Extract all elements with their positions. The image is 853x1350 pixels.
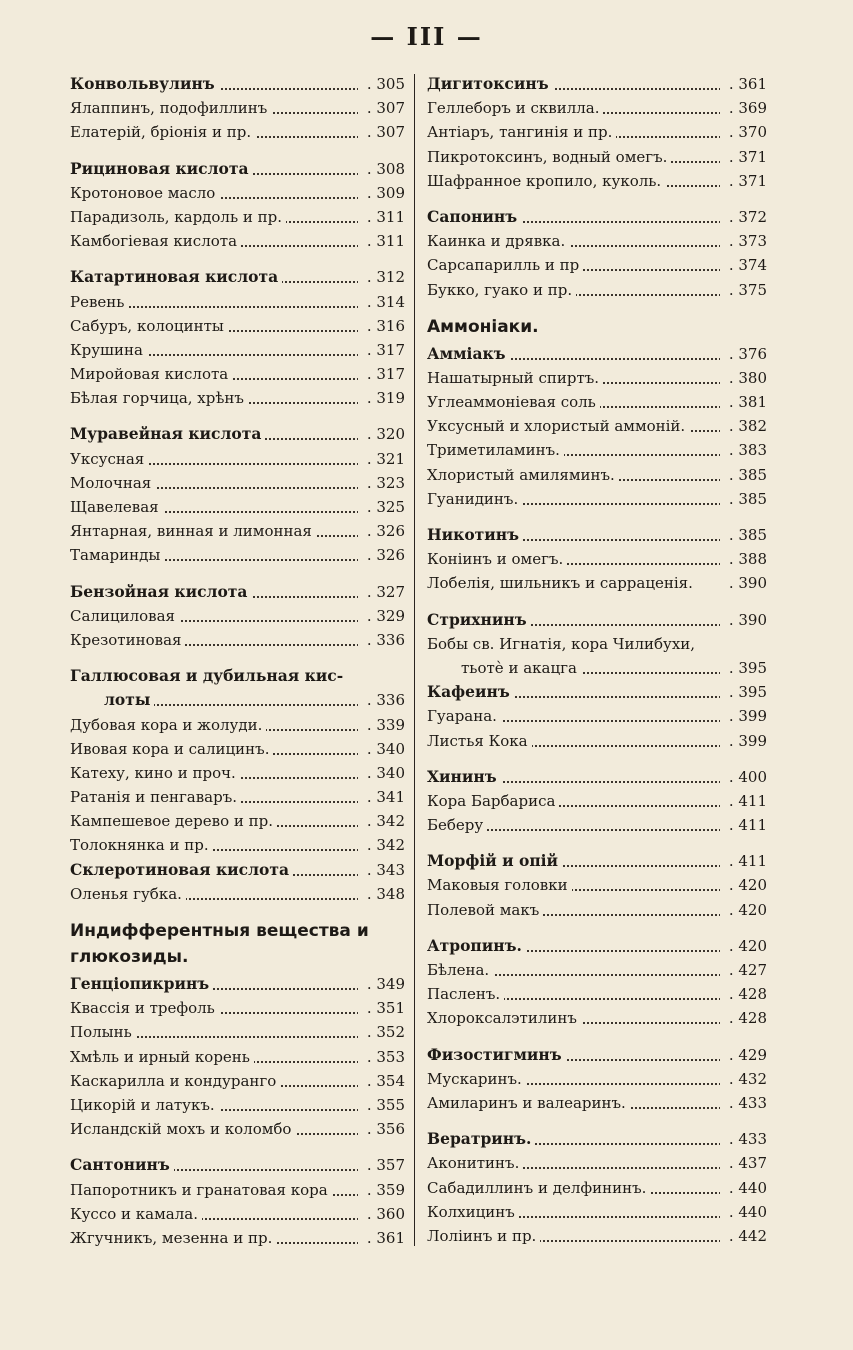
toc-entry-page: . 352 (358, 1020, 405, 1044)
toc-entry (70, 1045, 405, 1069)
toc-entry-title: лоты (70, 690, 154, 709)
toc-entry-page: . 427 (720, 958, 767, 982)
toc-entry-title: Листья Кока (427, 732, 532, 750)
toc-entry-page: . 399 (720, 704, 767, 728)
toc-entry-page: . 395 (720, 680, 767, 704)
toc-entry (427, 229, 767, 253)
toc-entry-page: . 433 (720, 1127, 767, 1151)
toc-entry (427, 253, 767, 277)
toc-entry (427, 632, 767, 656)
toc-entry-page: . 429 (720, 1043, 767, 1067)
toc-entry-page: . 440 (720, 1176, 767, 1200)
toc-entry-page: . 395 (720, 656, 767, 680)
toc-entry-title: Физостигминъ (427, 1045, 566, 1064)
toc-entry-page: . 343 (358, 858, 405, 882)
toc-entry-page: . 388 (720, 547, 767, 571)
toc-entry-page: . 342 (358, 833, 405, 857)
toc-entry-title: Триметиламинъ. (427, 441, 564, 459)
toc-entry-page: . 327 (358, 580, 405, 604)
toc-entry-title: Ратанія и пенгаваръ. (70, 788, 241, 806)
toc-entry (70, 386, 405, 410)
toc-entry-title: Геллеборъ и сквилла. (427, 99, 603, 117)
toc-entry-title: Атропинъ. (427, 936, 526, 955)
toc-entry-title: Букко, гуако и пр. (427, 281, 576, 299)
toc-entry-title: Амміакъ (427, 344, 510, 363)
toc-entry-page: . 326 (358, 543, 405, 567)
toc-entry (427, 1127, 767, 1151)
toc-entry (427, 169, 767, 193)
toc-entry-page: . 323 (358, 471, 405, 495)
toc-entry-page: . 336 (358, 628, 405, 652)
toc-entry-page: . 359 (358, 1178, 405, 1202)
toc-section (427, 765, 767, 838)
toc-entry-page: . 308 (358, 157, 405, 181)
toc-entry (427, 366, 767, 390)
toc-entry (70, 314, 405, 338)
toc-entry (427, 765, 767, 789)
toc-entry (427, 849, 767, 873)
toc-entry (70, 664, 405, 688)
toc-entry-title: Парадизоль, кардоль и пр. (70, 208, 286, 226)
toc-entry (427, 96, 767, 120)
toc-entry (427, 438, 767, 462)
section-heading: Аммоніаки. (427, 316, 539, 337)
toc-section (427, 934, 767, 1031)
toc-entry (70, 833, 405, 857)
toc-section (427, 205, 767, 302)
toc-entry-title: Сабадиллинъ и делфининъ. (427, 1179, 650, 1197)
toc-section (70, 664, 405, 906)
toc-entry-title: Колхицинъ (427, 1203, 519, 1221)
column-divider (414, 74, 415, 1246)
toc-entry-title: Бѣлена. (427, 961, 493, 979)
toc-entry-page: . 307 (358, 120, 405, 144)
toc-entry (427, 205, 767, 229)
toc-entry-page: . 383 (720, 438, 767, 462)
toc-entry-title: Елатерій, бріонія и пр. (70, 123, 255, 141)
toc-section (70, 72, 405, 145)
toc-entry-page: . 381 (720, 390, 767, 414)
toc-entry (70, 1178, 405, 1202)
toc-entry-page: . 437 (720, 1151, 767, 1175)
toc-entry-page: . 390 (720, 608, 767, 632)
toc-section (427, 1043, 767, 1116)
toc-entry (427, 278, 767, 302)
toc-entry-page: . 349 (358, 972, 405, 996)
toc-entry-title: Сапонинъ (427, 207, 521, 226)
toc-entry-title: Ревень (70, 293, 128, 311)
toc-entry (70, 1093, 405, 1117)
toc-section (427, 72, 767, 193)
toc-entry-page: . 361 (720, 72, 767, 96)
toc-entry (427, 982, 767, 1006)
toc-entry-page: . 340 (358, 761, 405, 785)
toc-section (427, 523, 767, 596)
toc-entry-page: . 354 (358, 1069, 405, 1093)
toc-entry (70, 362, 405, 386)
toc-entry-page: . 411 (720, 849, 767, 873)
toc-entry-title: Уксусная (70, 450, 148, 468)
toc-section (427, 849, 767, 922)
toc-entry (427, 1224, 767, 1248)
toc-entry-title: Камбогіевая кислота (70, 232, 241, 250)
toc-entry-title: Никотинъ (427, 525, 523, 544)
toc-entry (427, 1200, 767, 1224)
toc-entry-title: Хлороксалэтилинъ (427, 1009, 581, 1027)
toc-entry-page: . 390 (720, 571, 767, 595)
toc-entry-page: . 375 (720, 278, 767, 302)
toc-section (427, 314, 767, 511)
toc-entry (70, 688, 405, 712)
toc-entry-page: . 373 (720, 229, 767, 253)
toc-entry (427, 1067, 767, 1091)
toc-entry-page: . 428 (720, 982, 767, 1006)
toc-entry-page: . 305 (358, 72, 405, 96)
toc-entry (70, 157, 405, 181)
toc-entry-page: . 307 (358, 96, 405, 120)
toc-entry (427, 547, 767, 571)
toc-section (70, 1153, 405, 1250)
toc-entry-title: Янтарная, винная и лимонная (70, 522, 316, 540)
toc-entry-title: Хлористый амиляминъ. (427, 466, 619, 484)
toc-entry-title: Тамаринды (70, 546, 164, 564)
toc-entry (427, 704, 767, 728)
toc-entry-title: Каинка и дрявка. (427, 232, 569, 250)
toc-entry (70, 265, 405, 289)
toc-entry-title: Оленья губка. (70, 885, 186, 903)
toc-entry (70, 809, 405, 833)
toc-entry (70, 120, 405, 144)
toc-entry-title: Миройовая кислота (70, 365, 232, 383)
toc-entry-page: . 316 (358, 314, 405, 338)
toc-entry-title: Полынь (70, 1023, 136, 1041)
toc-entry-title: Хининъ (427, 767, 501, 786)
toc-section (427, 608, 767, 753)
toc-entry-page: . 433 (720, 1091, 767, 1115)
toc-entry (427, 72, 767, 96)
toc-entry-page: . 442 (720, 1224, 767, 1248)
toc-entry-page: . 411 (720, 813, 767, 837)
toc-entry-page: . 370 (720, 120, 767, 144)
toc-entry (427, 145, 767, 169)
toc-entry (70, 996, 405, 1020)
toc-entry (70, 471, 405, 495)
toc-entry-title: тьотѐ и акацга (427, 659, 581, 677)
toc-entry-page: . 420 (720, 898, 767, 922)
toc-entry (427, 1151, 767, 1175)
toc-entry (70, 858, 405, 882)
toc-entry (427, 873, 767, 897)
toc-left-column (70, 72, 405, 1262)
toc-entry-page: . 361 (358, 1226, 405, 1250)
toc-entry (70, 761, 405, 785)
toc-entry-page: . 360 (358, 1202, 405, 1226)
toc-entry-title: Гуарана. (427, 707, 501, 725)
toc-entry-page: . 340 (358, 737, 405, 761)
toc-entry-title: Шафранное кропило, куколь. (427, 172, 665, 190)
toc-entry-title: Сарсапарилль и пр (427, 256, 583, 274)
toc-entry (70, 628, 405, 652)
toc-entry (427, 487, 767, 511)
toc-entry-page: . 321 (358, 447, 405, 471)
toc-entry-title: Аконитинъ. (427, 1154, 523, 1172)
toc-entry-page: . 342 (358, 809, 405, 833)
toc-entry-page: . 339 (358, 713, 405, 737)
toc-entry (427, 934, 767, 958)
toc-entry (70, 713, 405, 737)
toc-entry-page: . 369 (720, 96, 767, 120)
toc-entry (427, 656, 767, 680)
toc-entry-title: Беберу (427, 816, 487, 834)
toc-entry-page: . 353 (358, 1045, 405, 1069)
toc-entry (70, 1202, 405, 1226)
toc-section (70, 422, 405, 567)
toc-entry (70, 229, 405, 253)
toc-entry (70, 447, 405, 471)
toc-entry-page: . 314 (358, 290, 405, 314)
toc-entry-title: Амиларинъ и валеаринъ. (427, 1094, 630, 1112)
toc-entry-title: Гуанидинъ. (427, 490, 522, 508)
toc-entry (70, 96, 405, 120)
toc-entry-title: Антіаръ, тангинія и пр. (427, 123, 616, 141)
toc-entry-title: Дубовая кора и жолуди. (70, 716, 266, 734)
toc-entry-page: . 320 (358, 422, 405, 446)
toc-section (70, 580, 405, 653)
toc-entry-page: . 309 (358, 181, 405, 205)
toc-entry (427, 571, 767, 595)
toc-entry (427, 789, 767, 813)
toc-entry-title: Галлюсовая и дубильная кис- (70, 666, 347, 685)
toc-entry-title: Уксусный и хлористый аммоній. (427, 417, 689, 435)
toc-entry (427, 463, 767, 487)
toc-entry-page: . 374 (720, 253, 767, 277)
toc-entry-title: Нашатырный спиртъ. (427, 369, 603, 387)
toc-entry-page: . 371 (720, 169, 767, 193)
toc-entry (70, 1117, 405, 1141)
toc-entry (70, 604, 405, 628)
toc-entry-page: . 319 (358, 386, 405, 410)
toc-entry (427, 898, 767, 922)
toc-entry-title: Сабуръ, колоцинты (70, 317, 228, 335)
toc-entry-title: Полевой макъ (427, 901, 543, 919)
toc-entry-title: Углеаммоніевая соль (427, 393, 600, 411)
toc-entry-title: Бѣлая горчица, хрѣнъ (70, 389, 248, 407)
toc-entry-title: Жгучникъ, мезенна и пр. (70, 1229, 276, 1247)
toc-entry-title: Крушина (70, 341, 147, 359)
toc-entry-page: . 440 (720, 1200, 767, 1224)
toc-entry-page: . 385 (720, 463, 767, 487)
toc-entry-page: . 312 (358, 265, 405, 289)
toc-entry-title: Кампешевое дерево и пр. (70, 812, 277, 830)
toc-section (70, 265, 405, 410)
toc-entry-title: Крезотиновая (70, 631, 185, 649)
toc-entry (427, 680, 767, 704)
toc-entry-title: Пикротоксинъ, водный омегъ. (427, 148, 671, 166)
toc-entry (427, 1091, 767, 1115)
toc-entry-page: . 336 (358, 688, 405, 712)
toc-entry-title: Лоліинъ и пр. (427, 1227, 540, 1245)
toc-entry (70, 205, 405, 229)
toc-entry (70, 737, 405, 761)
toc-entry-page: . 385 (720, 523, 767, 547)
toc-entry-page: . 311 (358, 229, 405, 253)
toc-entry (427, 1176, 767, 1200)
toc-entry (427, 390, 767, 414)
toc-entry-title: Дигитоксинъ (427, 74, 553, 93)
toc-entry-page: . 420 (720, 934, 767, 958)
toc-entry-title: Маковыя головки (427, 876, 572, 894)
toc-entry-title: Муравейная кислота (70, 424, 265, 443)
toc-entry-title: Вератринъ. (427, 1129, 535, 1148)
toc-entry-title: Исландскій мохъ и коломбо (70, 1120, 295, 1138)
toc-section (70, 157, 405, 254)
toc-entry-title: Сантонинъ (70, 1155, 174, 1174)
toc-entry (70, 1226, 405, 1250)
toc-entry (427, 813, 767, 837)
toc-entry-page: . 382 (720, 414, 767, 438)
toc-entry-title: Кора Барбариса (427, 792, 559, 810)
toc-entry-title: Папоротникъ и гранатовая кора (70, 1181, 332, 1199)
toc-entry-page: . 399 (720, 729, 767, 753)
section-heading: Индифферентныя вещества и глюкозиды. (70, 921, 369, 967)
toc-entry (70, 785, 405, 809)
toc-entry-title: Бобы св. Игнатія, кора Чилибухи, (427, 635, 699, 653)
toc-entry (70, 543, 405, 567)
toc-entry-page: . 400 (720, 765, 767, 789)
toc-entry (70, 972, 405, 996)
toc-entry-page: . 428 (720, 1006, 767, 1030)
toc-section (427, 1127, 767, 1248)
toc-entry-page: . 348 (358, 882, 405, 906)
toc-entry-page: . 371 (720, 145, 767, 169)
toc-entry (427, 958, 767, 982)
toc-entry-title: Толокнянка и пр. (70, 836, 213, 854)
toc-entry-title: Ялаппинъ, подофиллинъ (70, 99, 271, 117)
toc-entry-page: . 380 (720, 366, 767, 390)
toc-entry-page: . 411 (720, 789, 767, 813)
toc-entry-title: Морфій и опій (427, 851, 562, 870)
toc-entry (427, 1043, 767, 1067)
toc-entry-title: Кафеинъ (427, 682, 514, 701)
toc-entry-page: . 341 (358, 785, 405, 809)
toc-entry (427, 1006, 767, 1030)
toc-entry-page: . 385 (720, 487, 767, 511)
toc-entry-title: Кротоновое масло (70, 184, 219, 202)
toc-entry-title: Конвольвулинъ (70, 74, 219, 93)
toc-entry (70, 1069, 405, 1093)
toc-entry-page: . 420 (720, 873, 767, 897)
toc-entry-title: Ивовая кора и салицинъ. (70, 740, 273, 758)
toc-entry (70, 519, 405, 543)
toc-entry (70, 1020, 405, 1044)
toc-entry-page: . 372 (720, 205, 767, 229)
toc-entry-title: Катартиновая кислота (70, 267, 282, 286)
toc-entry (427, 414, 767, 438)
toc-entry (70, 338, 405, 362)
toc-entry-page: . 356 (358, 1117, 405, 1141)
toc-entry (70, 181, 405, 205)
toc-entry-title: Молочная (70, 474, 155, 492)
toc-entry-title: Пасленъ. (427, 985, 504, 1003)
toc-entry-title: Хмѣль и ирный корень (70, 1048, 254, 1066)
toc-entry (70, 1153, 405, 1177)
page-number: — III — (370, 22, 483, 51)
toc-entry-title: Куссо и камала. (70, 1205, 202, 1223)
toc-entry-page: . 325 (358, 495, 405, 519)
toc-entry-title: Катеху, кино и проч. (70, 764, 240, 782)
toc-entry-title: Лобелія, шильникъ и сарраценія. (427, 574, 697, 592)
toc-entry-title: Генціопикринъ (70, 974, 213, 993)
toc-entry-title: Коніинъ и омегъ. (427, 550, 567, 568)
toc-entry (427, 729, 767, 753)
toc-entry-title: Каскарилла и кондуранго (70, 1072, 280, 1090)
toc-entry (70, 882, 405, 906)
toc-entry-title: Рициновая кислота (70, 159, 253, 178)
toc-entry-title: Склеротиновая кислота (70, 860, 293, 879)
toc-entry-title: Мускаринъ. (427, 1070, 526, 1088)
toc-entry (427, 120, 767, 144)
toc-entry (70, 495, 405, 519)
toc-entry (70, 290, 405, 314)
toc-entry-page: . 311 (358, 205, 405, 229)
toc-section (70, 918, 405, 1141)
toc-entry (70, 72, 405, 96)
toc-entry-page: . 355 (358, 1093, 405, 1117)
toc-right-column (427, 72, 767, 1260)
toc-entry-title: Бензойная кислота (70, 582, 251, 601)
toc-entry-title: Квассія и трефоль (70, 999, 219, 1017)
toc-entry-page: . 351 (358, 996, 405, 1020)
toc-entry-page: . 317 (358, 362, 405, 386)
toc-entry-title: Стрихнинъ (427, 610, 531, 629)
toc-entry (70, 422, 405, 446)
toc-entry-page: . 329 (358, 604, 405, 628)
toc-entry-title: Салициловая (70, 607, 179, 625)
toc-entry-page: . 357 (358, 1153, 405, 1177)
toc-entry (427, 342, 767, 366)
toc-entry-page: . 376 (720, 342, 767, 366)
toc-entry (427, 608, 767, 632)
toc-entry-title: Цикорій и латукъ. (70, 1096, 219, 1114)
toc-entry-page: . 432 (720, 1067, 767, 1091)
toc-entry (70, 580, 405, 604)
toc-entry (427, 523, 767, 547)
toc-entry-page: . 317 (358, 338, 405, 362)
toc-entry-title: Щавелевая (70, 498, 163, 516)
toc-entry-page: . 326 (358, 519, 405, 543)
